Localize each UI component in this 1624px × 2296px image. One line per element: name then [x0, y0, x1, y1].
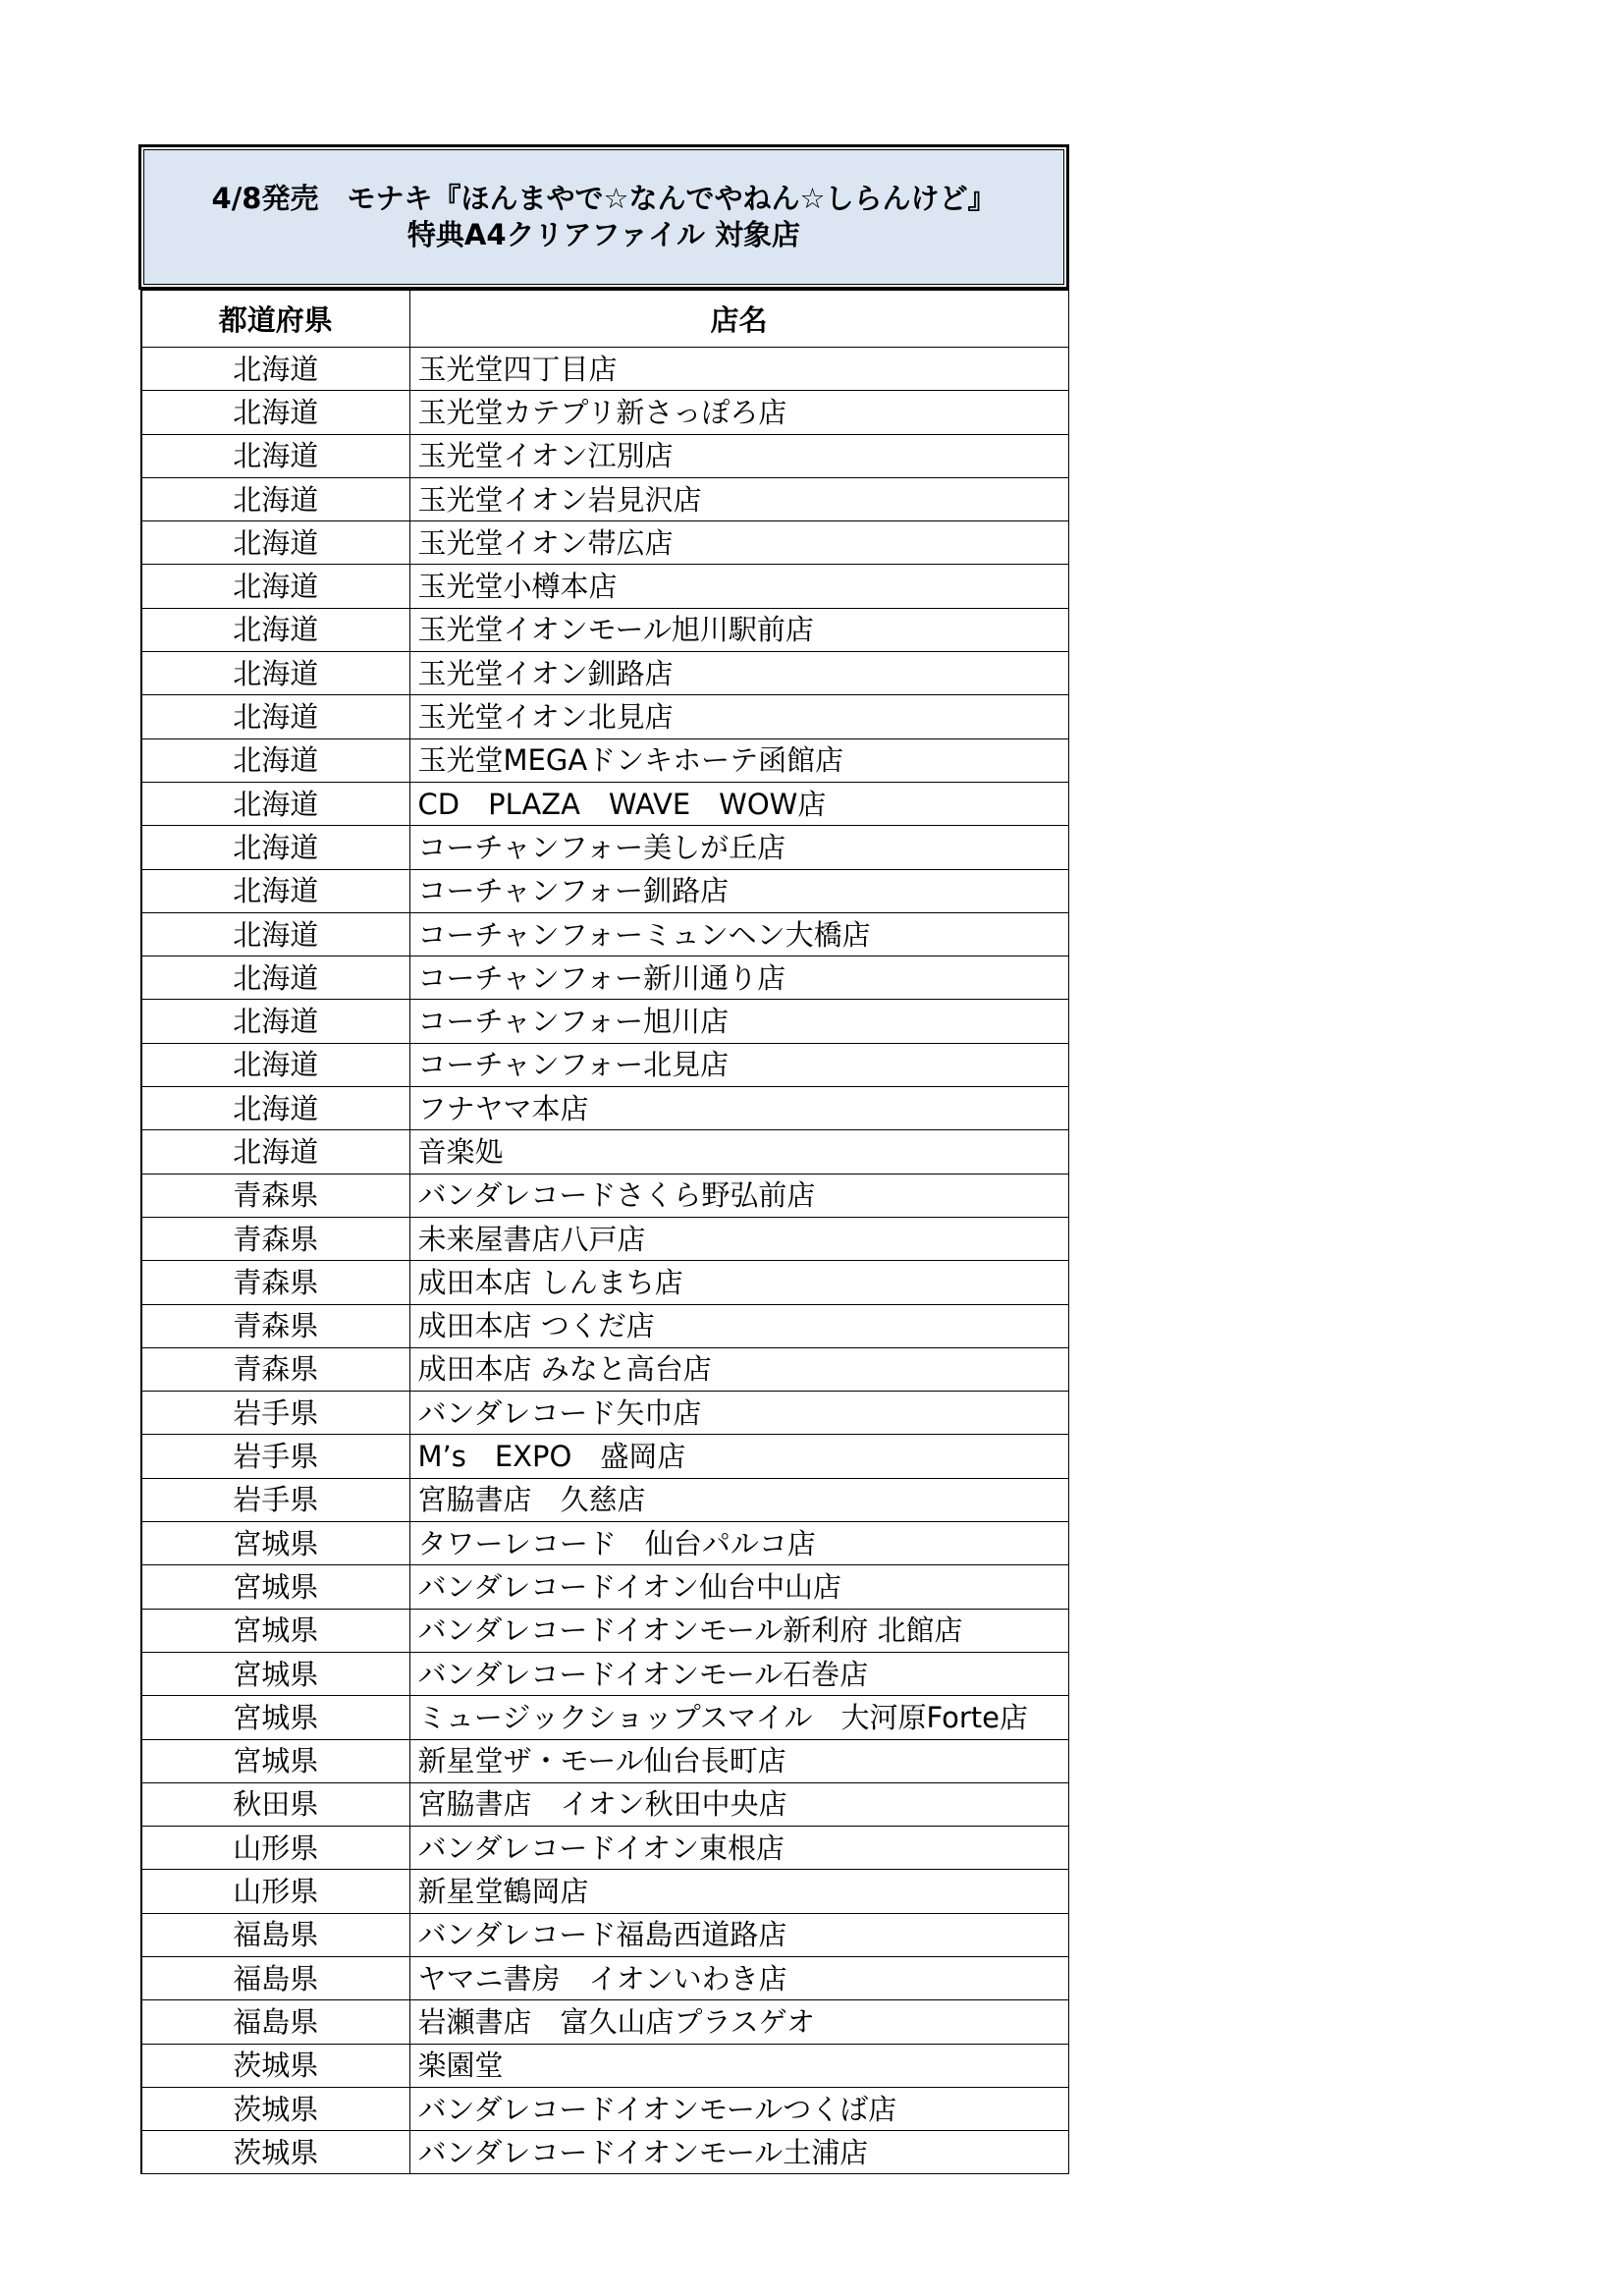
table-row [141, 1652, 1068, 1695]
prefecture-cell: 青森県 [141, 1174, 409, 1217]
prefecture-cell: 北海道 [141, 957, 409, 1000]
store-name-cell: 玉光堂四丁目店 [409, 348, 1068, 391]
prefecture-cell: 茨城県 [141, 2131, 409, 2174]
table-row [141, 1087, 1068, 1130]
prefecture-cell: 宮城県 [141, 1609, 409, 1652]
prefecture-cell: 北海道 [141, 477, 409, 520]
store-name-cell: バンダレコードイオン仙台中山店 [409, 1565, 1068, 1609]
prefecture-cell: 山形県 [141, 1827, 409, 1870]
store-name-cell: 楽園堂 [409, 2044, 1068, 2087]
store-name-cell: バンダレコードイオンモールつくば店 [409, 2087, 1068, 2130]
table-row [141, 2131, 1068, 2174]
prefecture-cell: 北海道 [141, 434, 409, 477]
store-name-cell: 成田本店 つくだ店 [409, 1304, 1068, 1347]
store-name-cell: 宮脇書店 イオン秋田中央店 [409, 1782, 1068, 1826]
prefecture-cell: 青森県 [141, 1261, 409, 1304]
prefecture-cell: 福島県 [141, 1956, 409, 1999]
store-name-cell: バンダレコードイオンモール石巻店 [409, 1652, 1068, 1695]
prefecture-cell: 秋田県 [141, 1782, 409, 1826]
store-table [140, 290, 1069, 2174]
table-row [141, 826, 1068, 869]
table-header-row [141, 291, 1068, 348]
table-row [141, 1000, 1068, 1043]
table-row [141, 1435, 1068, 1478]
table-row [141, 2087, 1068, 2130]
store-name-cell: コーチャンフォー北見店 [409, 1043, 1068, 1086]
store-name-cell: M’s EXPO 盛岡店 [409, 1435, 1068, 1478]
prefecture-column-header: 都道府県 [141, 291, 409, 348]
store-name-cell: コーチャンフォー釧路店 [409, 869, 1068, 912]
store-column-header: 店名 [409, 291, 1068, 348]
table-row [141, 391, 1068, 434]
store-name-cell: 玉光堂カテプリ新さっぽろ店 [409, 391, 1068, 434]
table-row [141, 652, 1068, 695]
title-panel [143, 149, 1064, 285]
prefecture-cell: 福島県 [141, 2000, 409, 2044]
table-row [141, 1392, 1068, 1435]
table-row [141, 1043, 1068, 1086]
store-name-cell: 玉光堂イオン岩見沢店 [409, 477, 1068, 520]
store-name-cell: 玉光堂イオン北見店 [409, 695, 1068, 738]
table-row [141, 1174, 1068, 1217]
table-row [141, 1130, 1068, 1174]
store-name-cell: 成田本店 しんまち店 [409, 1261, 1068, 1304]
table-row [141, 1913, 1068, 1956]
table-row [141, 1261, 1068, 1304]
table-row [141, 1696, 1068, 1739]
prefecture-cell: 青森県 [141, 1304, 409, 1347]
prefecture-cell: 福島県 [141, 1913, 409, 1956]
table-row [141, 912, 1068, 956]
table-row [141, 521, 1068, 565]
prefecture-cell: 宮城県 [141, 1565, 409, 1609]
table-body [141, 348, 1068, 2174]
prefecture-cell: 宮城県 [141, 1522, 409, 1565]
table-row [141, 1739, 1068, 1782]
prefecture-cell: 北海道 [141, 912, 409, 956]
table-row [141, 1870, 1068, 1913]
prefecture-cell: 宮城県 [141, 1739, 409, 1782]
table-row [141, 782, 1068, 825]
store-name-cell: 新星堂ザ・モール仙台長町店 [409, 1739, 1068, 1782]
store-name-cell: コーチャンフォーミュンヘン大橋店 [409, 912, 1068, 956]
table-row [141, 2044, 1068, 2087]
prefecture-cell: 茨城県 [141, 2044, 409, 2087]
store-name-cell: 未来屋書店八戸店 [409, 1217, 1068, 1260]
table-row [141, 1522, 1068, 1565]
title-box [138, 144, 1069, 290]
table-row [141, 1782, 1068, 1826]
prefecture-cell: 北海道 [141, 565, 409, 608]
store-name-cell: ミュージックショップスマイル 大河原Forte店 [409, 1696, 1068, 1739]
prefecture-cell: 北海道 [141, 1087, 409, 1130]
table-row [141, 1956, 1068, 1999]
prefecture-cell: 北海道 [141, 652, 409, 695]
store-name-cell: バンダレコードイオン東根店 [409, 1827, 1068, 1870]
prefecture-cell: 北海道 [141, 782, 409, 825]
prefecture-cell: 岩手県 [141, 1435, 409, 1478]
store-name-cell: 玉光堂イオンモール旭川駅前店 [409, 608, 1068, 651]
table-row [141, 348, 1068, 391]
prefecture-cell: 北海道 [141, 1000, 409, 1043]
store-name-cell: 成田本店 みなと高台店 [409, 1347, 1068, 1391]
table-row [141, 957, 1068, 1000]
prefecture-cell: 北海道 [141, 869, 409, 912]
store-name-cell: コーチャンフォー旭川店 [409, 1000, 1068, 1043]
table-row [141, 1304, 1068, 1347]
prefecture-cell: 北海道 [141, 695, 409, 738]
table-row [141, 1478, 1068, 1521]
table-row [141, 608, 1068, 651]
prefecture-cell: 宮城県 [141, 1652, 409, 1695]
table-row [141, 434, 1068, 477]
prefecture-cell: 北海道 [141, 1130, 409, 1174]
title-line-2: 特典A4クリアファイル 対象店 [406, 218, 801, 251]
table-row [141, 1565, 1068, 1609]
table-row [141, 1827, 1068, 1870]
table-row [141, 2000, 1068, 2044]
store-name-cell: バンダレコード矢巾店 [409, 1392, 1068, 1435]
store-name-cell: バンダレコードイオンモール新利府 北館店 [409, 1609, 1068, 1652]
table-row [141, 1347, 1068, 1391]
store-name-cell: 玉光堂イオン釧路店 [409, 652, 1068, 695]
store-name-cell: 岩瀬書店 富久山店プラスゲオ [409, 2000, 1068, 2044]
store-name-cell: コーチャンフォー新川通り店 [409, 957, 1068, 1000]
prefecture-cell: 山形県 [141, 1870, 409, 1913]
store-name-cell: バンダレコード福島西道路店 [409, 1913, 1068, 1956]
prefecture-cell: 北海道 [141, 1043, 409, 1086]
store-name-cell: 新星堂鶴岡店 [409, 1870, 1068, 1913]
store-name-cell: バンダレコードイオンモール土浦店 [409, 2131, 1068, 2174]
prefecture-cell: 茨城県 [141, 2087, 409, 2130]
table-row [141, 1609, 1068, 1652]
prefecture-cell: 北海道 [141, 348, 409, 391]
prefecture-cell: 青森県 [141, 1217, 409, 1260]
title-line-1: 4/8発売 モナキ『ほんまやで☆なんでやねん☆しらんけど』 [211, 182, 997, 215]
prefecture-cell: 北海道 [141, 391, 409, 434]
table-row [141, 695, 1068, 738]
table-row [141, 565, 1068, 608]
table-row [141, 477, 1068, 520]
store-name-cell: 玉光堂イオン江別店 [409, 434, 1068, 477]
prefecture-cell: 青森県 [141, 1347, 409, 1391]
prefecture-cell: 北海道 [141, 826, 409, 869]
store-name-cell: バンダレコードさくら野弘前店 [409, 1174, 1068, 1217]
store-name-cell: フナヤマ本店 [409, 1087, 1068, 1130]
store-name-cell: 玉光堂小樽本店 [409, 565, 1068, 608]
store-name-cell: タワーレコード 仙台パルコ店 [409, 1522, 1068, 1565]
prefecture-cell: 岩手県 [141, 1478, 409, 1521]
store-name-cell: CD PLAZA WAVE WOW店 [409, 782, 1068, 825]
prefecture-cell: 岩手県 [141, 1392, 409, 1435]
store-name-cell: 玉光堂イオン帯広店 [409, 521, 1068, 565]
prefecture-cell: 北海道 [141, 738, 409, 782]
table-row [141, 738, 1068, 782]
store-name-cell: 宮脇書店 久慈店 [409, 1478, 1068, 1521]
table-row [141, 1217, 1068, 1260]
store-name-cell: 玉光堂MEGAドンキホーテ函館店 [409, 738, 1068, 782]
store-name-cell: ヤマニ書房 イオンいわき店 [409, 1956, 1068, 1999]
prefecture-cell: 宮城県 [141, 1696, 409, 1739]
prefecture-cell: 北海道 [141, 608, 409, 651]
prefecture-cell: 北海道 [141, 521, 409, 565]
store-name-cell: 音楽処 [409, 1130, 1068, 1174]
table-row [141, 869, 1068, 912]
store-name-cell: コーチャンフォー美しが丘店 [409, 826, 1068, 869]
